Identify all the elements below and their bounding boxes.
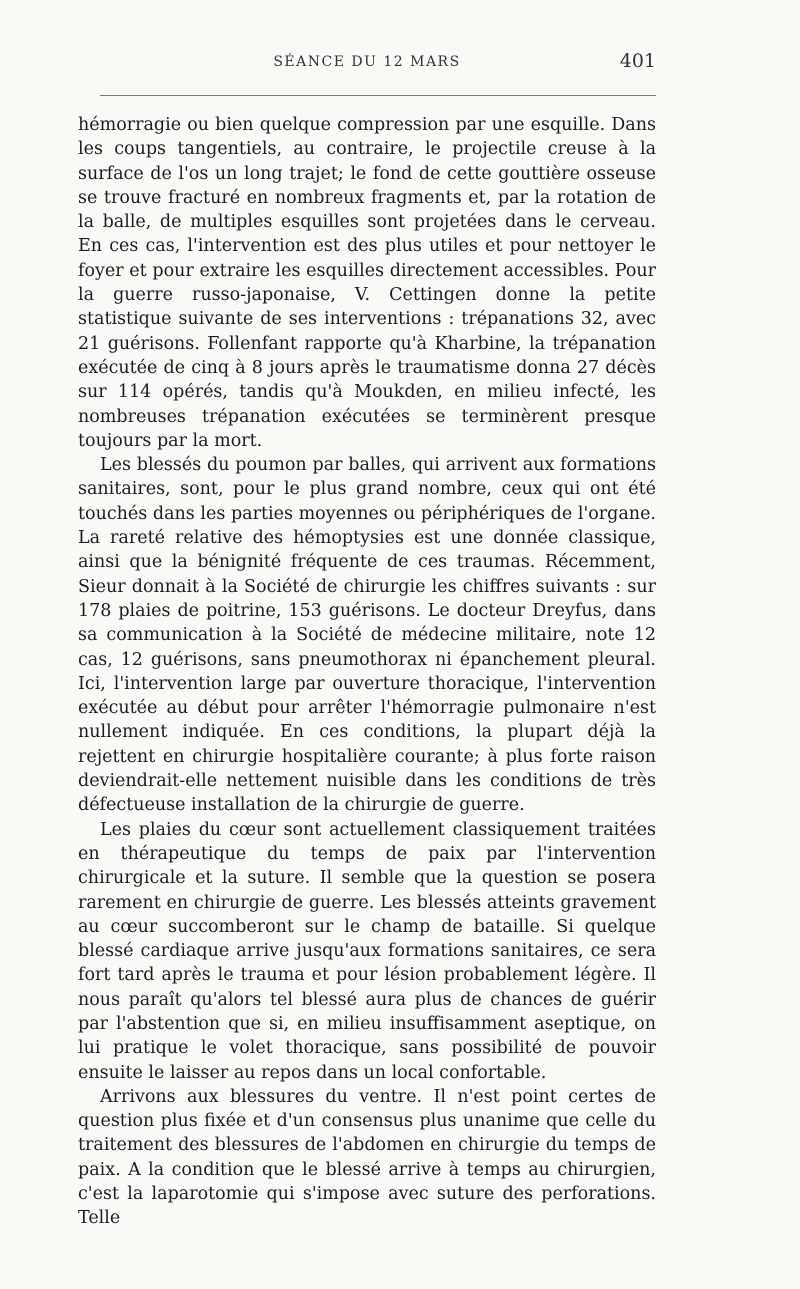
paragraph-heart-wounds: Les plaies du cœur sont actuellement classiquement traitées en thérapeutique du temps de paix par l'intervention chirurgicale et la suture. Il semble que la question se posera rarement en chirurgie de guerre. Les blessés atteints gravement au cœur succomberont sur le champ de bataille. Si quelque blessé cardiaque arrive jusqu'aux formations sanitaires, ce sera fort tard après le trauma et pour lésion probablement légère. Il nous paraît qu'alors tel blessé aura plus de chances de guérir par l'abstention que si, en milieu insuffisamment aseptique, on lui pratique le volet thoracique, sans possibilité de pouvoir ensuite le laisser au repos dans un local confortable. (78, 819, 656, 1083)
running-title: SÉANCE DU 12 MARS (273, 54, 461, 70)
body-text (78, 113, 656, 1231)
paragraph-abdomen-wounds: Arrivons aux blessures du ventre. Il n'est point certes de question plus fixée et d'un consensus plus unanime que celle du traitement des blessures de l'abdomen en chirurgie du temps de paix. A la condition que le blessé arrive à temps au chirurgien, c'est la laparotomie qui s'impose avec suture des perforations. Telle (78, 1086, 656, 1229)
running-header (78, 50, 656, 80)
header-rule (100, 95, 656, 96)
page-number: 401 (619, 50, 656, 72)
paragraph-lung-wounds: Les blessés du poumon par balles, qui arrivent aux formations sanitaires, sont, pour le plus grand nombre, ceux qui ont été touchés dans les parties moyennes ou périphériques de l'organe. La rareté relative des hémoptysies est une donnée classique, ainsi que la bénignité fréquente de ces traumas. Récemment, Sieur donnait à la Société de chirurgie les chiffres suivants : sur 178 plaies de poitrine, 153 guérisons. Le docteur Dreyfus, dans sa communication à la Société de médecine militaire, note 12 cas, 12 guérisons, sans pneumothorax ni épanchement pleural. Ici, l'intervention large par ouverture thoracique, l'intervention exécutée au début pour arrêter l'hémorragie pulmonaire n'est nullement indiquée. En ces conditions, la plupart déjà la rejettent en chirurgie hospitalière courante; à plus forte raison deviendrait-elle nettement nuisible dans les conditions de très défectueuse installation de la chirurgie de guerre. (78, 455, 656, 816)
paragraph-skull-wounds: hémorragie ou bien quelque compression par une esquille. Dans les coups tangentiels, au contraire, le projectile creuse à la surface de l'os un long trajet; le fond de cette gouttière osseuse se trouve fracturé en nombreux fragments et, par la rotation de la balle, de multiples esquilles sont projetées dans le cerveau. En ces cas, l'intervention est des plus utiles et pour nettoyer le foyer et pour extraire les esquilles directement accessibles. Pour la guerre russo-japonaise, V. Cettingen donne la petite statistique suivante de ses interventions : trépanations 32, avec 21 guérisons. Follenfant rapporte qu'à Kharbine, la trépanation exécutée de cinq à 8 jours après le traumatisme donna 27 décès sur 114 opérés, tandis qu'à Moukden, en milieu infecté, les nombreuses trépanation exécutées se terminèrent presque toujours par la mort. (78, 115, 656, 451)
